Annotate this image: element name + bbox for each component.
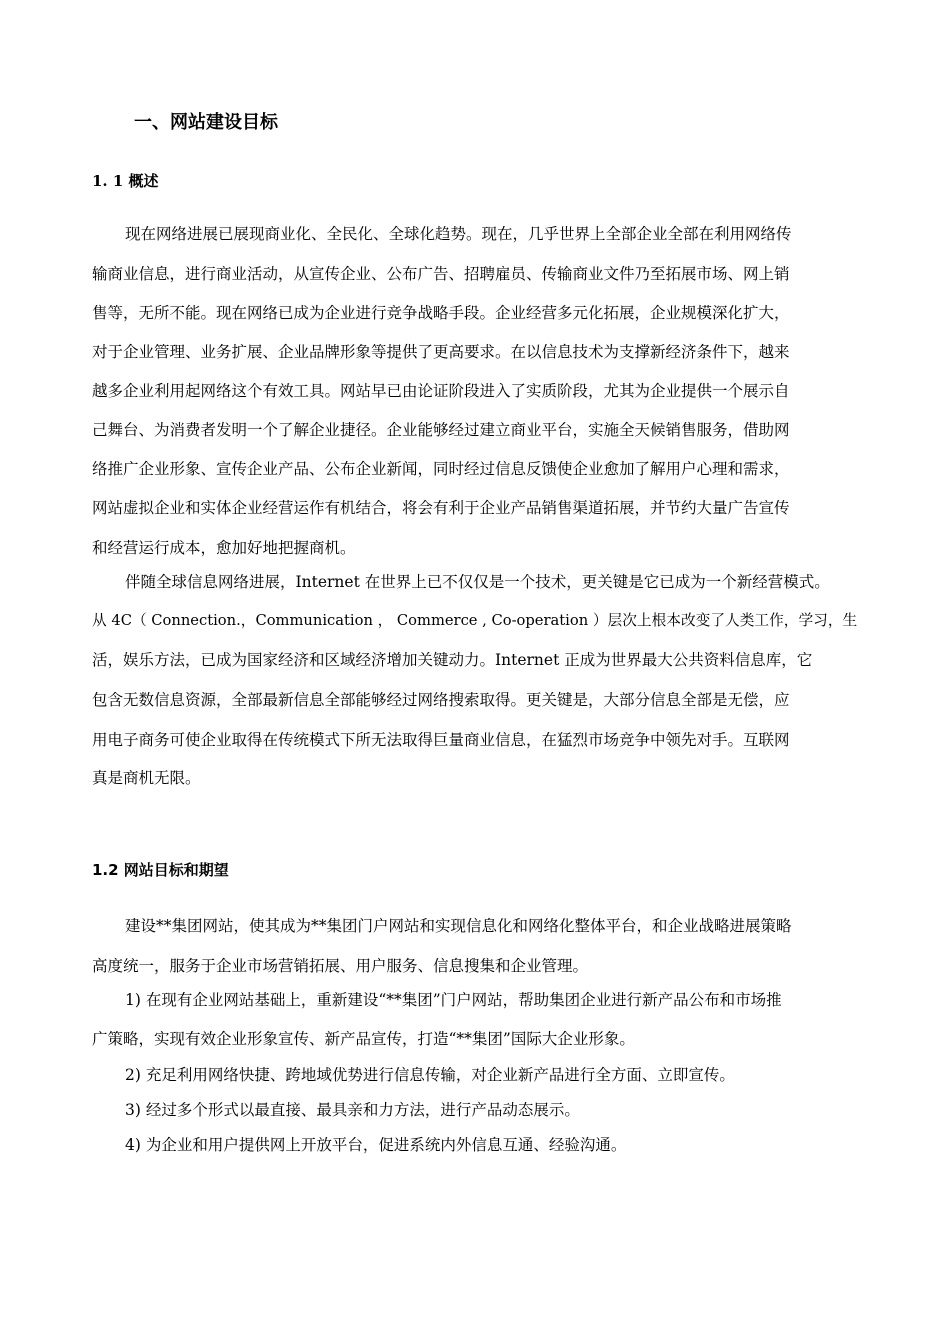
paragraph-line: 用电子商务可使企业取得在传统模式下所无法取得巨量商业信息，在猛烈市场竞争中领先对手。互联网 [92,731,790,749]
main-heading: 一、网站建设目标 [134,112,278,133]
list-item: 4) 为企业和用户提供网上开放平台，促进系统内外信息互通、经验沟通。 [125,1136,627,1154]
paragraph-line: 建设**集团网站，使其成为**集团门户网站和实现信息化和网络化整体平台，和企业战略进展策略 [125,917,792,935]
list-item: 1) 在现有企业网站基础上，重新建设“**集团”门户网站，帮助集团企业进行新产品公布和市场推 [125,991,782,1009]
paragraph-line: 己舞台、为消费者发明一个了解企业捷径。企业能够经过建立商业平台，实施全天候销售服务，借助网 [92,421,790,439]
paragraph-line: 真是商机无限。 [92,769,201,787]
paragraph-line: 活，娱乐方法，已成为国家经济和区域经济增加关键动力。Internet 正成为世界最大公共资料信息库，它 [92,651,813,669]
list-item: 3) 经过多个形式以最直接、最具亲和力方法，进行产品动态展示。 [125,1101,580,1119]
paragraph-line: 和经营运行成本，愈加好地把握商机。 [92,539,356,557]
paragraph-line: 售等，无所不能。现在网络已成为企业进行竞争战略手段。企业经营多元化拓展，企业规模深化扩大， [92,304,790,322]
list-item-continuation: 广策略，实现有效企业形象宣传、新产品宣传，打造“**集团”国际大企业形象。 [92,1030,635,1048]
paragraph-line: 高度统一，服务于企业市场营销拓展、用户服务、信息搜集和企业管理。 [92,957,589,975]
paragraph-line: 越多企业利用起网络这个有效工具。网站早已由论证阶段进入了实质阶段，尤其为企业提供一个展示自 [92,382,790,400]
paragraph-line: 网站虚拟企业和实体企业经营运作有机结合，将会有利于企业产品销售渠道拓展，并节约大量广告宣传 [92,499,790,517]
section-1-1-title: 1. 1 概述 [92,172,159,190]
list-item: 2) 充足利用网络快捷、跨地域优势进行信息传输，对企业新产品进行全方面、立即宣传。 [125,1066,735,1084]
section-1-2-title: 1.2 网站目标和期望 [92,861,229,879]
paragraph-line: 输商业信息，进行商业活动，从宣传企业、公布广告、招聘雇员、传输商业文件乃至拓展市场、网上销 [92,265,790,283]
paragraph-line: 现在网络进展已展现商业化、全民化、全球化趋势。现在，几乎世界上全部企业全部在利用网络传 [125,225,792,243]
paragraph-line: 络推广企业形象、宣传企业产品、公布企业新闻，同时经过信息反馈使企业愈加了解用户心理和需求， [92,460,790,478]
paragraph-line: 包含无数信息资源，全部最新信息全部能够经过网络搜索取得。更关键是，大部分信息全部是无偿，应 [92,691,790,709]
paragraph-line: 伴随全球信息网络进展，Internet 在世界上已不仅仅是一个技术，更关键是它已成为一个新经营模式。 [125,573,830,591]
paragraph-line: 对于企业管理、业务扩展、企业品牌形象等提供了更高要求。在以信息技术为支撑新经济条件下，越来 [92,343,790,361]
paragraph-line: 从 4C（ Connection.，Communication ， Commerce , Co-operation ）层次上根本改变了人类工作，学习，生 [92,612,858,629]
